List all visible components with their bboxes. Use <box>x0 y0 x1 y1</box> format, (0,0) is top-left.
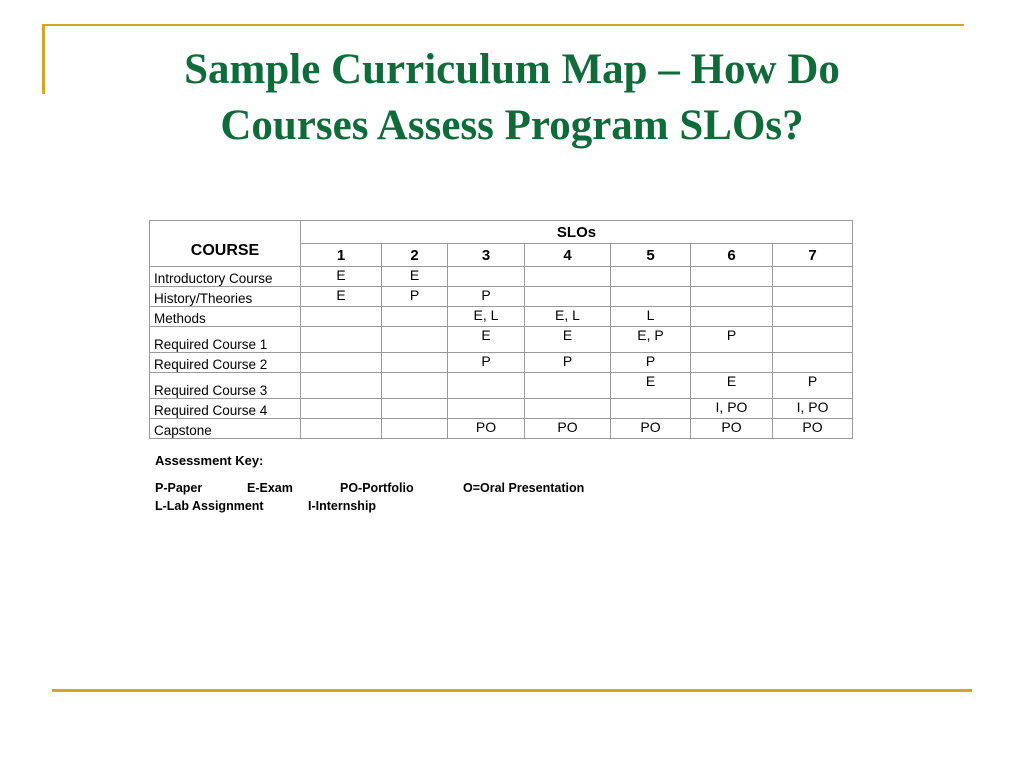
assessment-cell <box>611 267 691 287</box>
page-title <box>60 42 964 154</box>
assessment-cell <box>773 327 853 353</box>
assessment-cell: P <box>382 287 448 307</box>
assessment-cell <box>301 327 382 353</box>
assessment-cell: P <box>691 327 773 353</box>
table-row <box>150 419 853 439</box>
assessment-cell <box>525 267 611 287</box>
assessment-cell <box>691 287 773 307</box>
assessment-cell <box>773 267 853 287</box>
assessment-cell <box>448 267 525 287</box>
assessment-cell: PO <box>525 419 611 439</box>
assessment-cell <box>691 353 773 373</box>
assessment-cell <box>525 373 611 399</box>
assessment-cell: P <box>448 353 525 373</box>
course-name-cell: Capstone <box>150 419 301 439</box>
table-row <box>150 267 853 287</box>
table-row <box>150 307 853 327</box>
assessment-cell: E <box>691 373 773 399</box>
table-row <box>150 353 853 373</box>
key-item-oral-presentation: O=Oral Presentation <box>463 481 585 495</box>
slos-header: SLOs <box>301 221 853 244</box>
assessment-cell <box>301 419 382 439</box>
assessment-cell <box>301 353 382 373</box>
title-line-2: Courses Assess Program SLOs? <box>220 102 804 149</box>
assessment-cell: E, L <box>448 307 525 327</box>
key-item-portfolio: PO-Portfolio <box>340 481 414 495</box>
slo-number-header: 4 <box>525 244 611 267</box>
table-row <box>150 399 853 419</box>
curriculum-map-table <box>149 220 853 439</box>
assessment-cell <box>611 399 691 419</box>
assessment-cell: E <box>611 373 691 399</box>
slo-number-header: 5 <box>611 244 691 267</box>
assessment-cell <box>773 307 853 327</box>
assessment-cell: P <box>525 353 611 373</box>
course-name-cell: Introductory Course <box>150 267 301 287</box>
assessment-cell <box>301 307 382 327</box>
assessment-key-row-1 <box>155 481 585 499</box>
title-line-1: Sample Curriculum Map – How Do <box>184 46 840 93</box>
key-item-internship: I-Internship <box>308 499 377 513</box>
key-item-lab-assignment: L-Lab Assignment <box>155 499 264 513</box>
top-accent-line <box>42 24 964 26</box>
assessment-cell <box>382 307 448 327</box>
course-name-cell: Required Course 1 <box>150 327 301 353</box>
assessment-cell: PO <box>773 419 853 439</box>
assessment-cell: E <box>525 327 611 353</box>
course-rows <box>150 267 853 439</box>
assessment-cell <box>382 419 448 439</box>
assessment-cell <box>611 287 691 307</box>
assessment-cell: E <box>301 287 382 307</box>
assessment-cell <box>773 287 853 307</box>
assessment-cell: P <box>773 373 853 399</box>
assessment-cell: E <box>448 327 525 353</box>
slo-number-header: 1 <box>301 244 382 267</box>
assessment-cell: PO <box>448 419 525 439</box>
assessment-cell: PO <box>691 419 773 439</box>
slo-number-header: 2 <box>382 244 448 267</box>
assessment-cell <box>301 399 382 419</box>
bottom-accent-line <box>52 689 972 692</box>
assessment-cell <box>382 373 448 399</box>
course-name-cell: Required Course 2 <box>150 353 301 373</box>
assessment-cell <box>448 399 525 419</box>
course-name-cell: Required Course 3 <box>150 373 301 399</box>
key-item-paper: P-Paper <box>155 481 203 495</box>
assessment-cell: E, P <box>611 327 691 353</box>
table-row <box>150 327 853 353</box>
slo-number-header: 3 <box>448 244 525 267</box>
assessment-cell: I, PO <box>773 399 853 419</box>
assessment-cell: I, PO <box>691 399 773 419</box>
assessment-key-row-2 <box>155 499 377 517</box>
assessment-cell: P <box>611 353 691 373</box>
course-name-cell: Required Course 4 <box>150 399 301 419</box>
assessment-cell: P <box>448 287 525 307</box>
table-row <box>150 373 853 399</box>
key-item-exam: E-Exam <box>247 481 293 495</box>
assessment-cell: PO <box>611 419 691 439</box>
assessment-cell <box>525 399 611 419</box>
assessment-cell: E <box>301 267 382 287</box>
left-accent-line <box>42 24 45 94</box>
assessment-cell <box>691 307 773 327</box>
course-name-cell: Methods <box>150 307 301 327</box>
assessment-cell: E, L <box>525 307 611 327</box>
assessment-key <box>155 453 585 517</box>
assessment-cell: E <box>382 267 448 287</box>
assessment-cell <box>301 373 382 399</box>
assessment-cell <box>448 373 525 399</box>
assessment-key-title: Assessment Key: <box>155 453 264 468</box>
assessment-cell <box>382 399 448 419</box>
assessment-cell <box>525 287 611 307</box>
table-row <box>150 287 853 307</box>
assessment-cell <box>773 353 853 373</box>
assessment-cell <box>382 327 448 353</box>
assessment-cell <box>691 267 773 287</box>
assessment-cell: L <box>611 307 691 327</box>
slo-number-header: 6 <box>691 244 773 267</box>
course-name-cell: History/Theories <box>150 287 301 307</box>
course-column-header: COURSE <box>150 221 301 267</box>
assessment-cell <box>382 353 448 373</box>
slo-number-header: 7 <box>773 244 853 267</box>
